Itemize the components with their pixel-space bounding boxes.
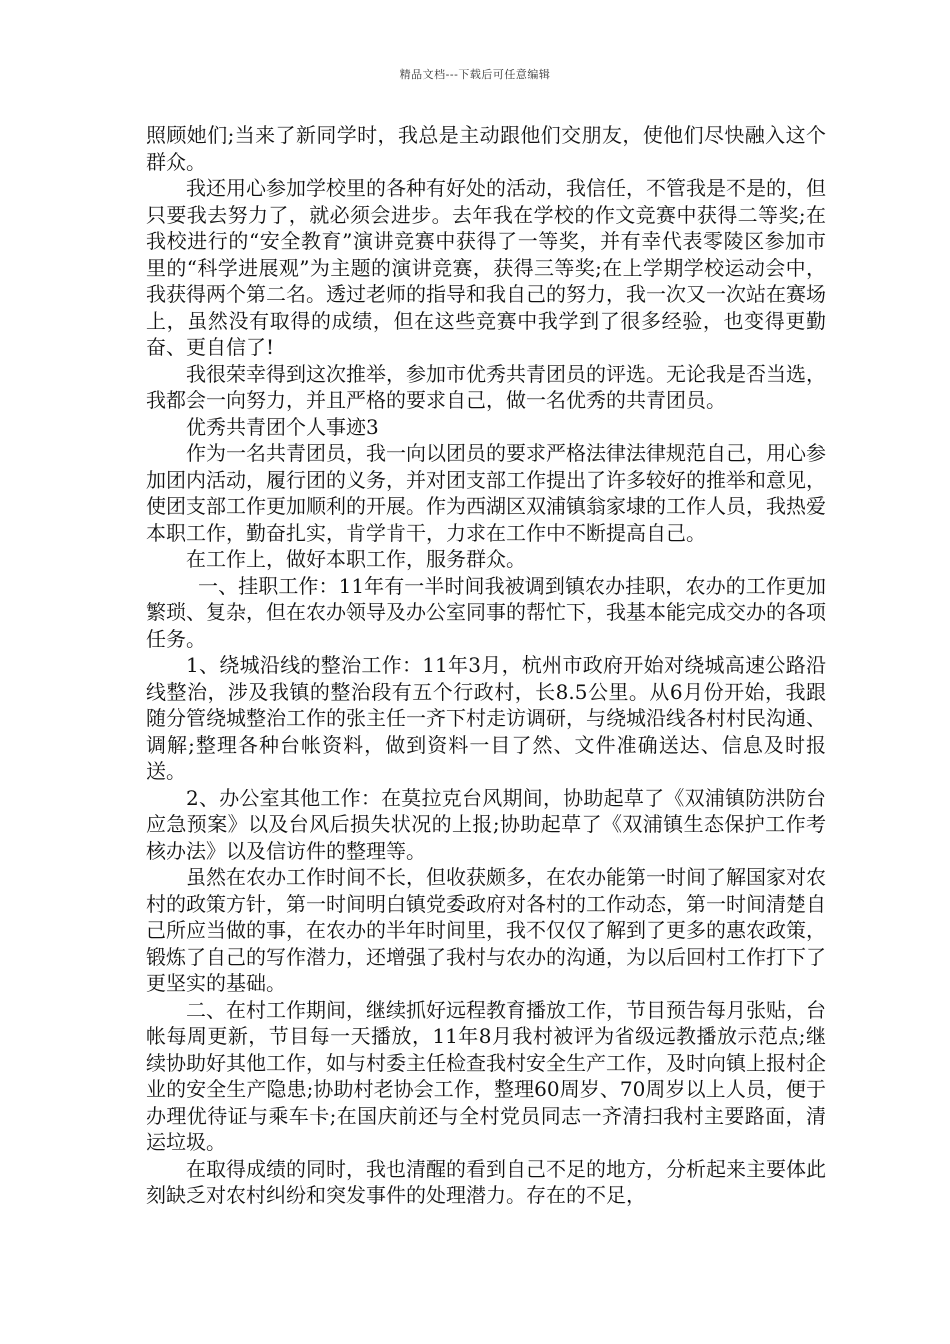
paragraph: 二、在村工作期间，继续抓好远程教育播放工作，节目预告每月张贴，台帐每周更新，节目每一天播放，11年8月我村被评为省级远教播放示范点;继续协助好其他工作，如与村委主任检查我村安全生产工作，及时向镇上报村企业的安全生产隐患;协助村老协会工作，整理60周岁、70周岁以上人员，便于办理优待证与乘车卡;在国庆前还与全村党员同志一齐清扫我村主要路面，清运垃圾。 <box>146 997 826 1154</box>
paragraph: 我很荣幸得到这次推举，参加市优秀共青团员的评选。无论我是否当选，我都会一向努力，并且严格的要求自己，做一名优秀的共青团员。 <box>146 361 826 412</box>
paragraph: 1、绕城沿线的整治工作：11年3月，杭州市政府开始对绕城高速公路沿线整治，涉及我镇的整治段有五个行政村，长8.5公里。从6月份开始，我跟随分管绕城整治工作的张主任一齐下村走访调研，与绕城沿线各村村民沟通、调解;整理各种台帐资料，做到资料一目了然、文件准确送达、信息及时报送。 <box>146 653 826 783</box>
paragraph: 照顾她们;当来了新同学时，我总是主动跟他们交朋友，使他们尽快融入这个群众。 <box>146 123 826 174</box>
document-body <box>146 122 826 1209</box>
paragraph: 2、办公室其他工作：在莫拉克台风期间，协助起草了《双浦镇防洪防台应急预案》以及台风后损失状况的上报;协助起草了《双浦镇生态保护工作考核办法》以及信访件的整理等。 <box>146 785 826 863</box>
paragraph: 作为一名共青团员，我一向以团员的要求严格法律法律规范自己，用心参加团内活动，履行团的义务，并对团支部工作提出了许多较好的推举和意见，使团支部工作更加顺利的开展。作为西湖区双浦镇翁家埭的工作人员，我热爱本职工作，勤奋扎实，肯学肯干，力求在工作中不断提高自己。 <box>146 441 826 545</box>
paragraph: 在工作上，做好本职工作，服务群众。 <box>186 547 526 571</box>
section-heading: 优秀共青团个人事迹3 <box>186 414 379 439</box>
page-header: 精品文档---下载后可任意编辑 <box>399 68 551 81</box>
paragraph: 一、挂职工作：11年有一半时间我被调到镇农办挂职，农办的工作更加繁琐、复杂，但在农办领导及办公室同事的帮忙下，我基本能完成交办的各项任务。 <box>146 573 826 651</box>
paragraph: 我还用心参加学校里的各种有好处的活动，我信任，不管我是不是的，但只要我去努力了，就必须会进步。去年我在学校的作文竞赛中获得二等奖;在我校进行的“安全教育”演讲竞赛中获得了一等奖，并有幸代表零陵区参加市里的“科学进展观”为主题的演讲竞赛，获得三等奖;在上学期学校运动会中，我获得两个第二名。透过老师的指导和我自己的努力，我一次又一次站在赛场上，虽然没有取得的成绩，但在这些竞赛中我学到了很多经验，也变得更勤奋、更自信了! <box>146 176 826 359</box>
paragraph: 在取得成绩的同时，我也清醒的看到自己不足的地方，分析起来主要体此刻缺乏对农村纠纷和突发事件的处理潜力。存在的不足， <box>146 1156 826 1207</box>
paragraph: 虽然在农办工作时间不长，但收获颇多，在农办能第一时间了解国家对农村的政策方针，第一时间明白镇党委政府对各村的工作动态，第一时间清楚自己所应当做的事，在农办的半年时间里，我不仅仅了解到了更多的惠农政策，锻炼了自己的写作潜力，还增强了我村与农办的沟通，为以后回村工作打下了更坚实的基础。 <box>146 865 826 995</box>
